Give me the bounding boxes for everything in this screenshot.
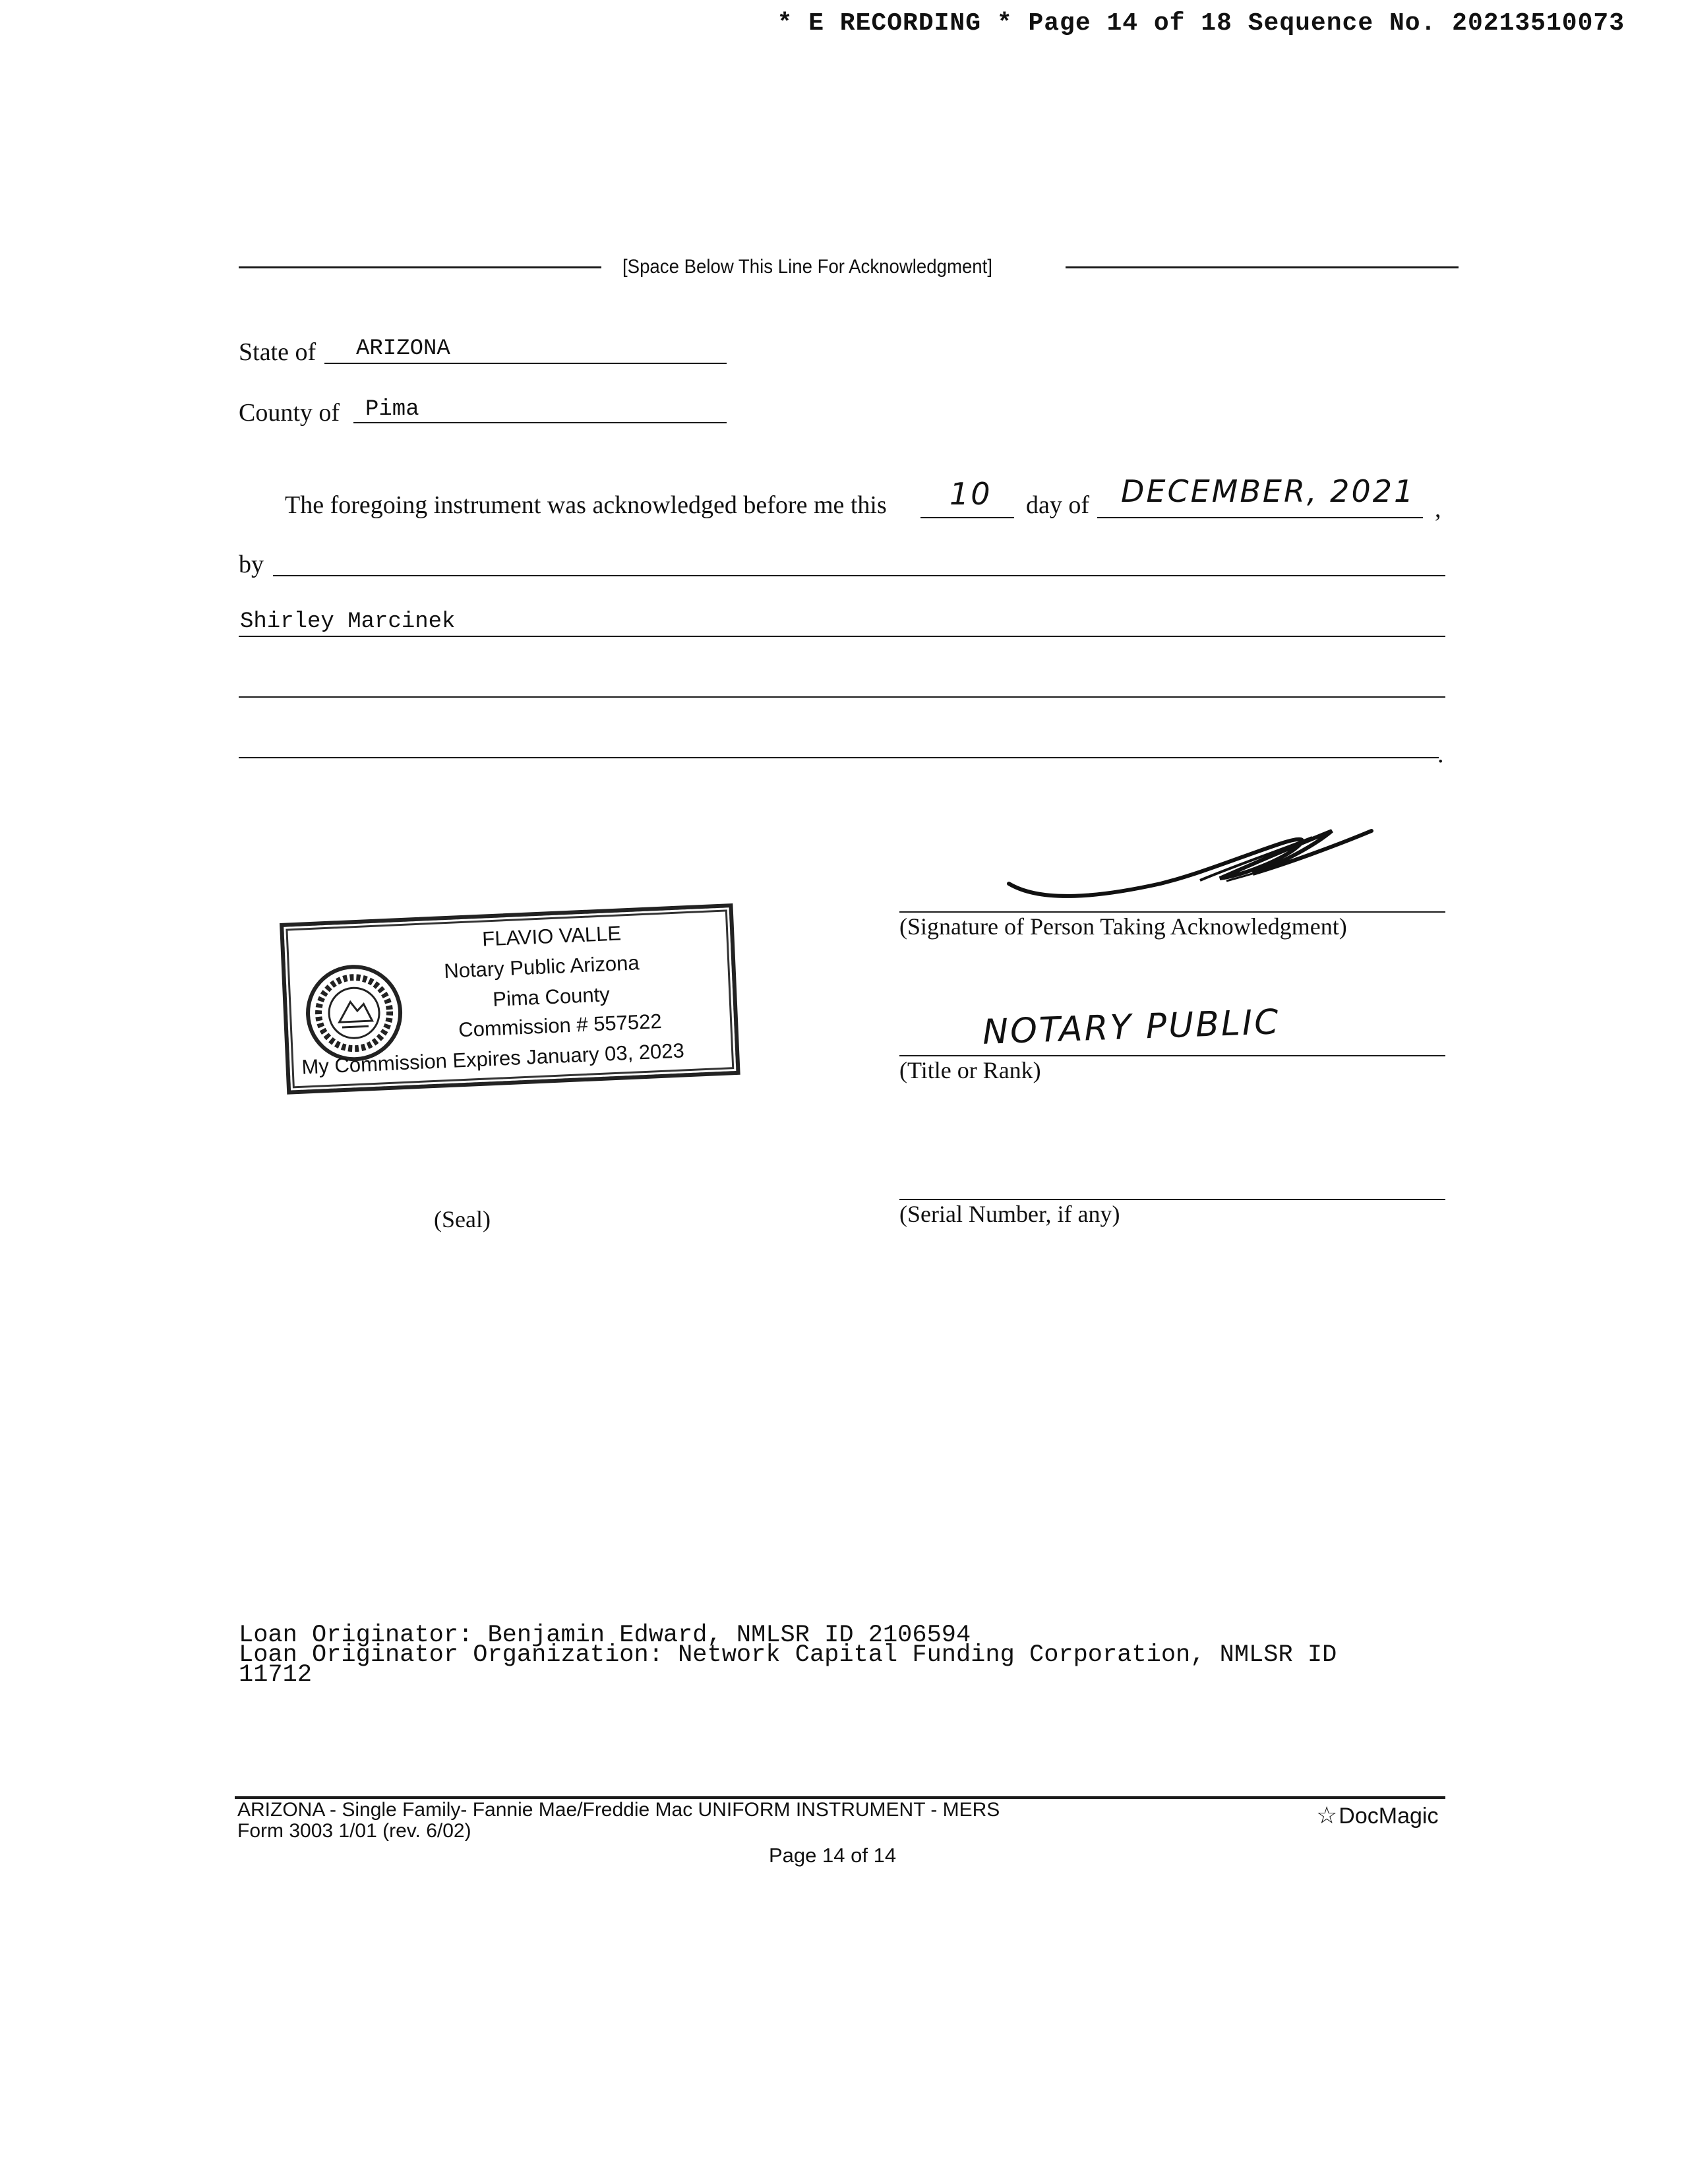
stamp-expires: My Commission Expires January 03, 2023 bbox=[301, 1039, 685, 1079]
footer-form-number: Form 3003 1/01 (rev. 6/02) bbox=[237, 1820, 471, 1842]
date-value: DECEMBER, 2021 bbox=[1121, 473, 1416, 509]
stamp-name: FLAVIO VALLE bbox=[481, 921, 622, 951]
state-label: State of bbox=[239, 338, 316, 366]
recording-header: * E RECORDING * Page 14 of 18 Sequence No. 20213510073 bbox=[777, 9, 1625, 38]
state-value: ARIZONA bbox=[356, 336, 450, 361]
notary-stamp bbox=[280, 903, 740, 1095]
loan-originator-line1: Loan Originator: Benjamin Edward, NMLSR ID 2106594 bbox=[239, 1622, 971, 1649]
state-seal-icon bbox=[303, 961, 406, 1064]
county-value: Pima bbox=[365, 397, 419, 422]
loan-originator-line3: 11712 bbox=[239, 1661, 313, 1689]
state-line bbox=[324, 363, 727, 364]
loan-originator-line2: Loan Originator Organization: Network Capital Funding Corporation, NMLSR ID bbox=[239, 1641, 1337, 1669]
stamp-county: Pima County bbox=[492, 983, 611, 1011]
day-of-label: day of bbox=[1026, 491, 1090, 519]
signer-line bbox=[239, 636, 1445, 637]
date-comma: , bbox=[1435, 495, 1441, 523]
by-label: by bbox=[239, 551, 264, 578]
county-label: County of bbox=[239, 399, 340, 427]
footer-brand-label: DocMagic bbox=[1339, 1804, 1439, 1829]
title-caption: (Title or Rank) bbox=[899, 1057, 1041, 1083]
ack-divider-right bbox=[1066, 266, 1459, 268]
footer-brand bbox=[1316, 1802, 1438, 1829]
date-line bbox=[1097, 517, 1423, 518]
seal-caption: (Seal) bbox=[434, 1206, 491, 1232]
acknowledgment-caption: [Space Below This Line For Acknowledgment] bbox=[622, 256, 992, 278]
by-line bbox=[273, 575, 1445, 576]
day-value: 10 bbox=[950, 476, 992, 512]
star-icon: ☆ bbox=[1316, 1802, 1338, 1829]
blank-line-1 bbox=[239, 696, 1445, 698]
blank-line-2 bbox=[239, 757, 1439, 758]
stamp-title: Notary Public Arizona bbox=[443, 951, 640, 983]
signature-caption: (Signature of Person Taking Acknowledgment) bbox=[899, 913, 1347, 940]
ack-divider-left bbox=[239, 266, 601, 268]
trailing-period: . bbox=[1437, 741, 1444, 768]
stamp-commission: Commission # 557522 bbox=[458, 1009, 663, 1042]
signature-mark bbox=[1002, 818, 1385, 910]
title-value: NOTARY PUBLIC bbox=[982, 1002, 1281, 1052]
county-line bbox=[353, 422, 727, 423]
footer-page-number: Page 14 of 14 bbox=[769, 1844, 897, 1867]
serial-caption: (Serial Number, if any) bbox=[899, 1201, 1120, 1227]
footer-form-title: ARIZONA - Single Family- Fannie Mae/Freddie Mac UNIFORM INSTRUMENT - MERS bbox=[237, 1799, 1000, 1821]
signer-name: Shirley Marcinek bbox=[240, 609, 456, 634]
acknowledged-text: The foregoing instrument was acknowledged before me this bbox=[285, 491, 887, 519]
day-line bbox=[920, 517, 1014, 518]
